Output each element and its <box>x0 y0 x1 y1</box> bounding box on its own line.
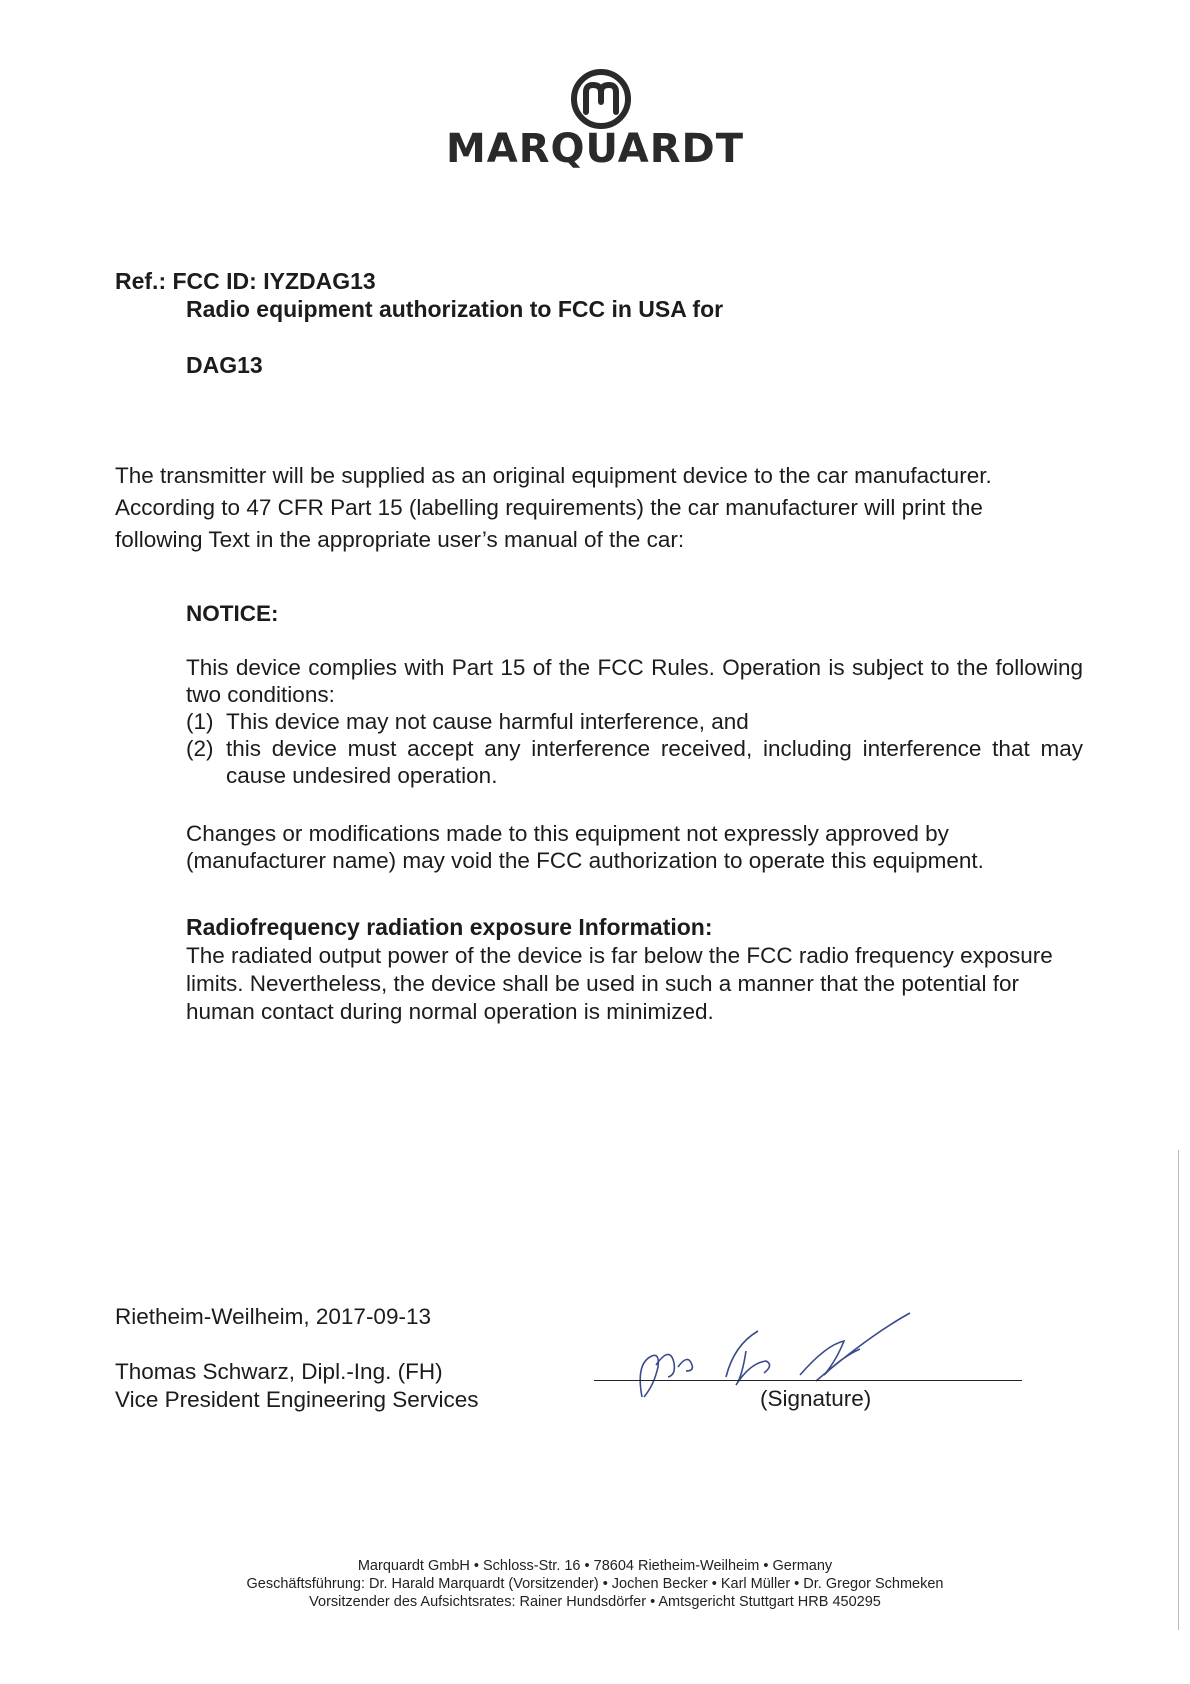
place-date: Rietheim-Weilheim, 2017-09-13 <box>115 1304 431 1329</box>
rf-exposure-body: The radiated output power of the device is far below the FCC radio frequency exposure limits. Nevertheless, the device shall be used in such a manner that the potential for human contact during normal operation is minimized. <box>186 943 1053 1024</box>
intro-paragraph <box>115 460 1083 556</box>
company-footer <box>0 1557 1190 1611</box>
changes-paragraph: Changes or modifications made to this equipment not expressly approved by (manufacturer name) may void the FCC authorization to operate this equipment. <box>186 821 984 873</box>
intro-line: The transmitter will be supplied as an original equipment device to the car manufacturer. <box>115 463 992 488</box>
scan-edge-divider <box>1178 1150 1179 1630</box>
marquardt-m-logo-icon <box>570 68 632 130</box>
intro-line: following Text in the appropriate user’s manual of the car: <box>115 527 685 552</box>
company-logo-text: MARQUARDT <box>445 126 745 172</box>
signer-block <box>115 1358 479 1414</box>
footer-line: Vorsitzender des Aufsichtsrates: Rainer Hundsdörfer • Amtsgericht Stuttgart HRB 450295 <box>309 1594 881 1610</box>
condition-item <box>186 708 1083 735</box>
device-name: DAG13 <box>186 352 263 378</box>
reference-fcc-id: Ref.: FCC ID: IYZDAG13 <box>115 268 376 294</box>
notice-heading: NOTICE: <box>186 601 279 626</box>
condition-text: this device must accept any interference received, including interference that may cause undesired operation. <box>226 736 1083 788</box>
footer-line: Marquardt GmbH • Schloss-Str. 16 • 78604 Rietheim-Weilheim • Germany <box>357 1558 833 1574</box>
intro-line: According to 47 CFR Part 15 (labelling requirements) the car manufacturer will print the <box>115 495 983 520</box>
condition-number: (1) <box>186 709 214 734</box>
signer-name: Thomas Schwarz, Dipl.-Ing. (FH) <box>115 1359 443 1384</box>
signature-line <box>594 1380 1022 1381</box>
rf-exposure-heading: Radiofrequency radiation exposure Information: <box>186 914 713 940</box>
notice-body <box>186 654 1083 789</box>
condition-item <box>186 735 1083 789</box>
condition-number: (2) <box>186 736 214 761</box>
notice-intro: This device complies with Part 15 of the FCC Rules. Operation is subject to the following two conditions: <box>186 655 1083 707</box>
signer-title: Vice President Engineering Services <box>115 1387 479 1412</box>
reference-subject: Radio equipment authorization to FCC in USA for <box>186 296 724 322</box>
condition-text: This device may not cause harmful interference, and <box>226 709 749 734</box>
footer-line: Geschäftsführung: Dr. Harald Marquardt (Vorsitzender) • Jochen Becker • Karl Müller • Dr. Gregor Schmeken <box>246 1576 944 1592</box>
signature-label: (Signature) <box>760 1386 872 1411</box>
